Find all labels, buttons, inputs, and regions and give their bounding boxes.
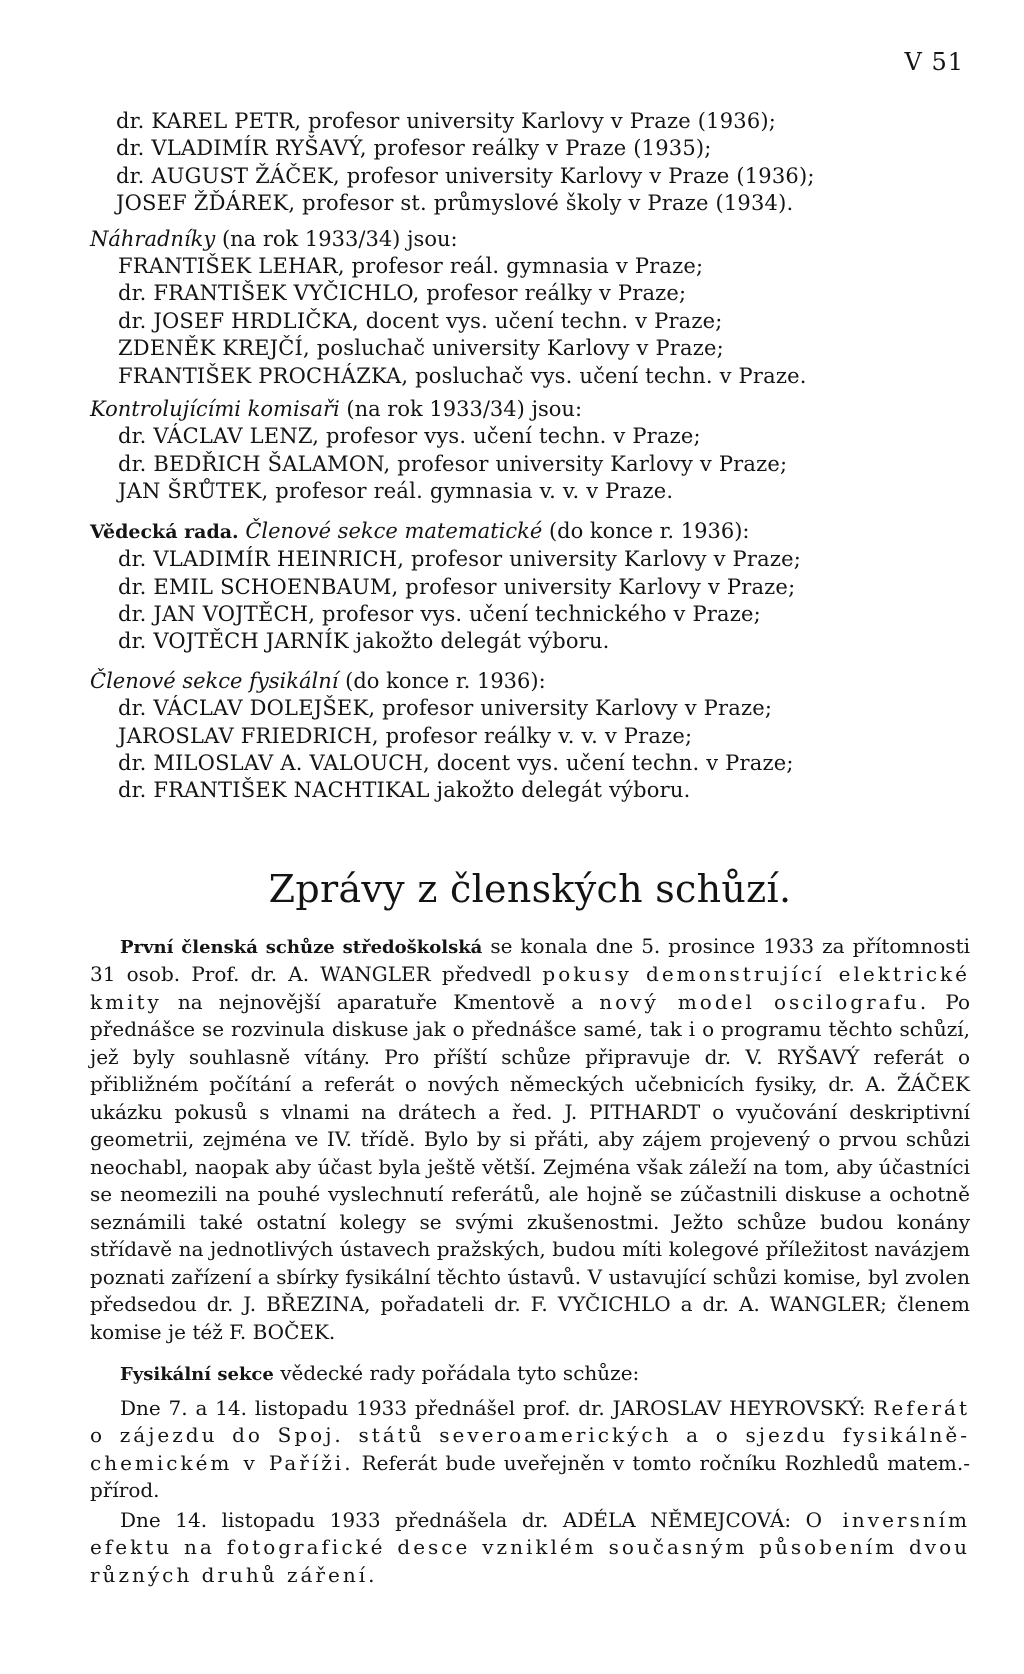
page-content — [90, 108, 970, 1603]
nahradnici-heading-rest: (na rok 1933/34) jsou: — [215, 226, 458, 251]
list-item: dr. FRANTIŠEK NACHTIKAL jakožto delegát výboru. — [118, 778, 691, 803]
paragraph-emphasis: O inversním efektu na fotografické desce vzniklém současným působením dvou různých druhů záření. — [90, 1507, 970, 1587]
vedecka-rada-rest: (do konce r. 1936): — [542, 518, 750, 543]
list-item: FRANTIŠEK PROCHÁZKA, posluchač vys. učení techn. v Praze. — [118, 363, 807, 388]
paragraph-first-meeting — [90, 933, 970, 1347]
sekce-fysikalni-rest: (do konce r. 1936): — [338, 668, 546, 693]
list-item: JAN ŠRŮTEK, profesor reál. gymnasia v. v. v Praze. — [118, 479, 674, 504]
paragraph-text: Dne 7. a 14. listopadu 1933 přednášel prof. dr. JAROSLAV HEYROVSKÝ: — [120, 1395, 874, 1420]
paragraph-text: Referát bude uveřejněn v tomto ročníku Rozhledů matem.-přírod. — [90, 1450, 970, 1503]
paragraph-bold-lead: První členská schůze středoškolská — [120, 936, 483, 958]
list-item: dr. KAREL PETR, profesor university Karlovy v Praze (1936); — [116, 109, 777, 133]
vedecka-rada-list — [90, 546, 970, 656]
list-item: dr. VLADIMÍR HEINRICH, profesor university Karlovy v Praze; — [118, 547, 801, 572]
paragraph-heyrovsky — [90, 1395, 970, 1505]
list-item: dr. MILOSLAV A. VALOUCH, docent vys. učení techn. v Praze; — [118, 750, 794, 775]
paragraph-fysikalni-sekce — [90, 1360, 970, 1389]
list-item: dr. FRANTIŠEK VYČICHLO, profesor reálky v Praze; — [118, 281, 687, 306]
paragraph-text: Dne 14. listopadu 1933 přednášela dr. ADÉLA NĚMEJCOVÁ: — [120, 1507, 806, 1532]
sekce-fysikalni-heading — [90, 668, 970, 695]
paragraph-text: na nejnovější aparatuře Kmentově a — [161, 989, 600, 1014]
paragraph-text: vědecké rady pořádala tyto schůze: — [273, 1361, 640, 1386]
nahradnici-list — [90, 253, 970, 390]
list-item: dr. BEDŘICH ŠALAMON, profesor university Karlovy v Praze; — [118, 451, 788, 476]
sekce-fysikalni-italic: Členové sekce fysikální — [90, 668, 339, 693]
paragraph-emphasis: nový model oscilografu. — [599, 989, 930, 1014]
list-item: JOSEF ŽĎÁREK, profesor st. průmyslové školy v Praze (1934). — [116, 191, 794, 216]
list-item: dr. EMIL SCHOENBAUM, profesor university Karlovy v Praze; — [118, 574, 796, 599]
list-item: dr. VLADIMÍR RYŠAVÝ, profesor reálky v Praze (1935); — [116, 136, 712, 161]
paragraph-nemejcova — [90, 1507, 970, 1590]
list-item: dr. JAN VOJTĚCH, profesor vys. učení technického v Praze; — [118, 601, 761, 626]
paragraph-bold-lead: Fysikální sekce — [120, 1364, 274, 1386]
vedecka-rada-heading — [90, 518, 970, 546]
paragraph-text: Po přednášce se rozvinula diskuse jak o přednášce samé, tak i o programu těchto schůzí, jež byly souhlasně vítány. Pro příští schůze připravuje dr. V. RYŠAVÝ referát o přibližném počítání a referát o nových německých učebnicích fysiky, dr. A. ŽÁČEK ukázku pokusů s vlnami na drátech a řed. J. PITHARDT o vyučování deskriptivní geometrii, zejména ve IV. třídě. Bylo by si přáti, aby zájem projevený o prvou schůzi neochabl, naopak aby účast byla ještě větší. Zejména však záleží na tom, aby účastníci se neomezili na pouhé vyslechnutí referátů, ale hojně se zúčastnili diskuse a ochotně seznámili také ostatní kolegy se svými zkušenostmi. Ježto schůze budou konány střídavě na jednotlivých ústavech pražských, budou míti kolegové příležitost navázjem poznati zařízení a sbírky fysikální těchto ústavů. V ustavující schůzi komise, byl zvolen předsedou dr. J. BŘEZINA, pořadateli dr. F. VYČICHLO a dr. A. WANGLER; členem komise je též F. BOČEK. — [90, 989, 971, 1344]
kontrolujici-list — [90, 423, 970, 505]
list-item: dr. VÁCLAV DOLEJŠEK, profesor university Karlovy v Praze; — [118, 696, 773, 721]
kontrolujici-heading-italic: Kontrolujícími komisaři — [90, 397, 340, 422]
member-list — [90, 108, 970, 218]
vedecka-rada-bold: Vědecká rada. — [90, 520, 239, 543]
paragraph-emphasis: Referát o zájezdu do Spoj. států severoamerických a o sjezdu fysikálně-chemickém v Paříži. — [90, 1395, 970, 1475]
article-title: Zprávy z členských schůzí. — [268, 866, 792, 911]
list-item: ZDENĚK KREJČÍ, posluchač university Karlovy v Praze; — [118, 336, 724, 361]
list-item: FRANTIŠEK LEHAR, profesor reál. gymnasia v Praze; — [118, 254, 704, 279]
list-item: dr. AUGUST ŽÁČEK, profesor university Karlovy v Praze (1936); — [116, 163, 815, 188]
kontrolujici-heading — [90, 396, 970, 423]
paragraph-text: se konala dne 5. prosince 1933 za přítomnosti 31 osob. Prof. dr. A. WANGLER předvedl — [90, 933, 970, 987]
nahradnici-heading-italic: Náhradníky — [90, 226, 216, 251]
list-item: dr. JOSEF HRDLIČKA, docent vys. učení techn. v Praze; — [118, 308, 723, 333]
nahradnici-heading — [90, 226, 970, 253]
paragraph-emphasis: pokusy demonstrující elektrické kmity — [90, 962, 970, 1014]
kontrolujici-heading-rest: (na rok 1933/34) jsou: — [339, 397, 583, 422]
list-item: dr. VOJTĚCH JARNÍK jakožto delegát výboru. — [118, 629, 610, 654]
vedecka-rada-italic: Členové sekce matematické — [238, 518, 543, 543]
list-item: dr. VÁCLAV LENZ, profesor vys. učení techn. v Praze; — [118, 424, 701, 449]
sekce-fysikalni-list — [90, 695, 970, 805]
page-number: V 51 — [904, 48, 964, 76]
list-item: JAROSLAV FRIEDRICH, profesor reálky v. v. v Praze; — [118, 723, 693, 748]
